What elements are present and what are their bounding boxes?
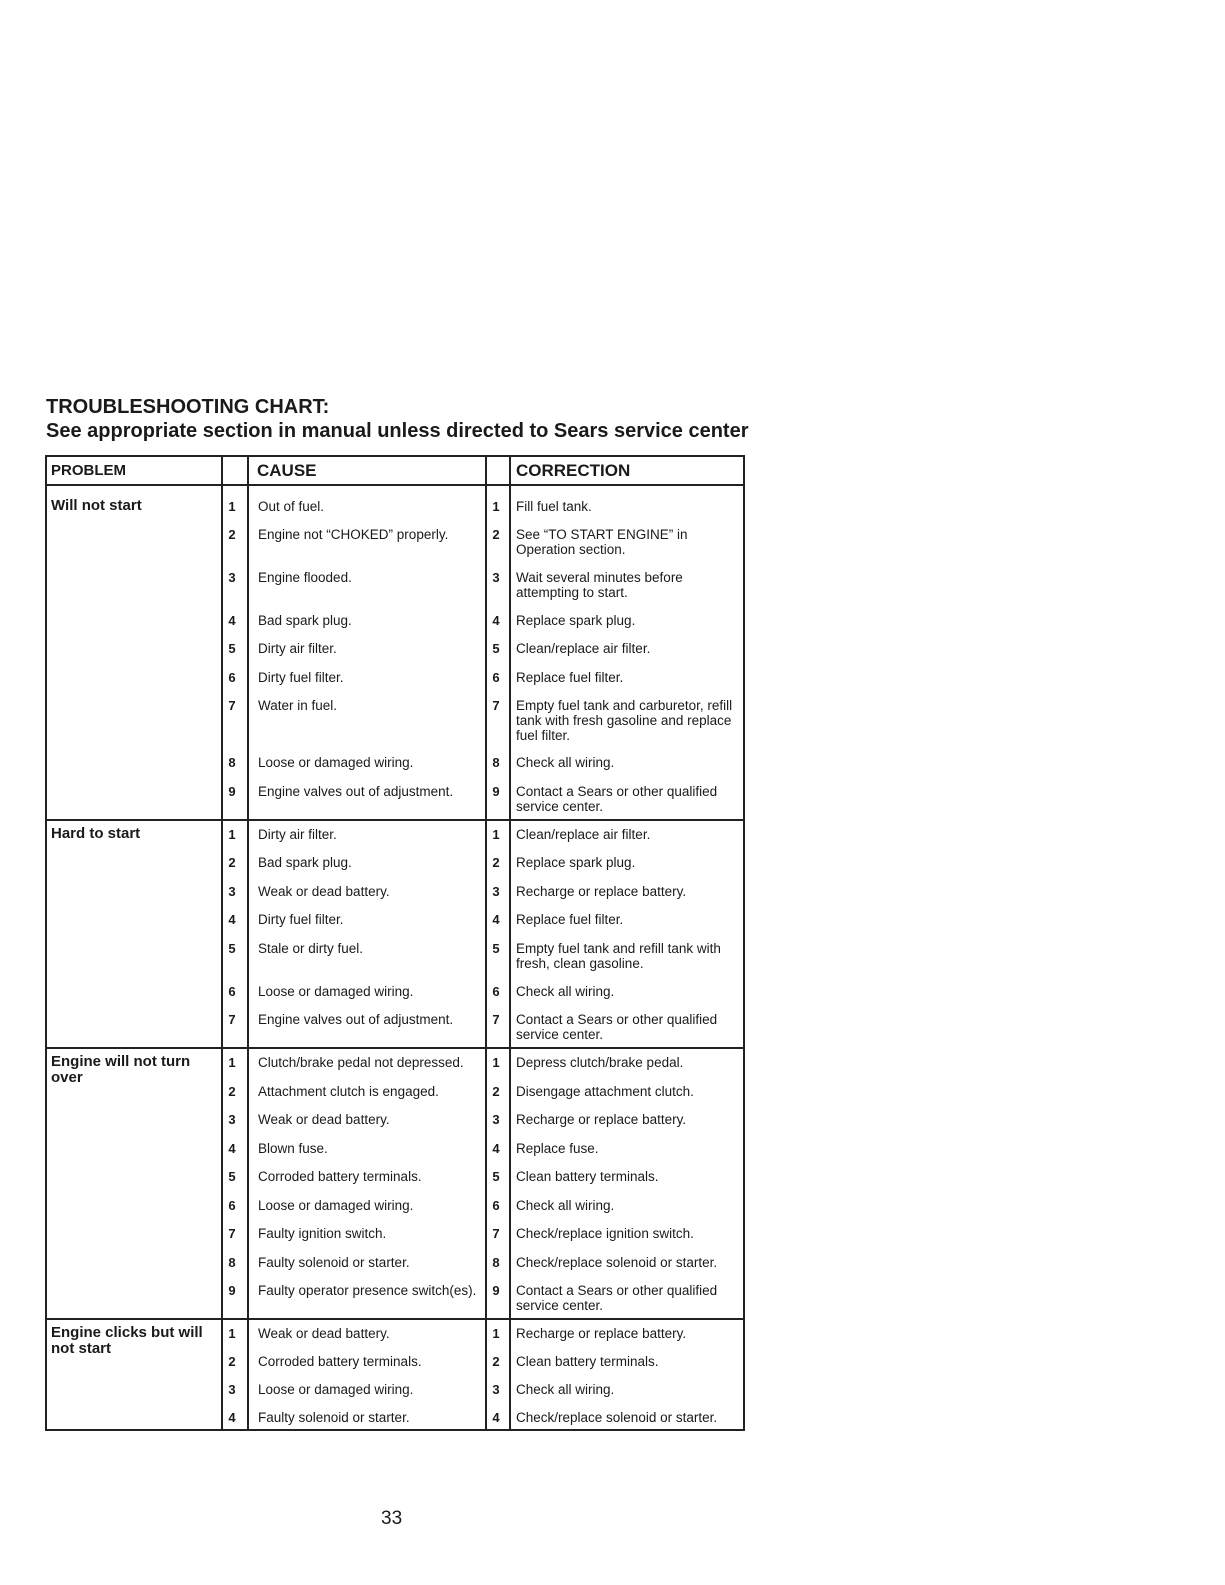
correction-number: 2 bbox=[492, 1354, 500, 1369]
cause-number: 2 bbox=[228, 1354, 236, 1369]
cause-text: Out of fuel. bbox=[258, 499, 325, 514]
correction-number: 4 bbox=[492, 912, 500, 927]
correction-text: Fill fuel tank. bbox=[516, 499, 592, 514]
correction-text: Replace fuel filter. bbox=[516, 670, 624, 685]
page-number: 33 bbox=[381, 1508, 403, 1529]
cause-text: Faulty solenoid or starter. bbox=[258, 1410, 410, 1425]
cause-text: Dirty fuel filter. bbox=[258, 912, 344, 927]
troubleshooting-table bbox=[45, 455, 745, 1431]
cause-number: 1 bbox=[228, 499, 236, 514]
section-divider bbox=[47, 819, 743, 821]
cause-text: Loose or damaged wiring. bbox=[258, 984, 414, 999]
correction-number: 6 bbox=[492, 1198, 500, 1213]
correction-text: Wait several minutes before attempting to start. bbox=[516, 570, 683, 600]
correction-number: 2 bbox=[492, 1084, 500, 1099]
header-cause-num bbox=[221, 457, 249, 486]
cause-number: 5 bbox=[228, 1169, 236, 1184]
cause-text: Loose or damaged wiring. bbox=[258, 1382, 414, 1397]
correction-text: Clean battery terminals. bbox=[516, 1169, 659, 1184]
cause-number: 3 bbox=[228, 884, 236, 899]
correction-text: Recharge or replace battery. bbox=[516, 1112, 687, 1127]
header-correction-num bbox=[485, 457, 510, 486]
correction-number: 1 bbox=[492, 499, 500, 514]
cause-number: 6 bbox=[228, 1198, 236, 1213]
cause-number: 7 bbox=[228, 698, 236, 713]
correction-number: 8 bbox=[492, 755, 500, 770]
correction-number: 6 bbox=[492, 984, 500, 999]
correction-text: Check/replace ignition switch. bbox=[516, 1226, 694, 1241]
cause-text: Corroded battery terminals. bbox=[258, 1354, 422, 1369]
column-divider bbox=[509, 457, 511, 1429]
correction-number: 5 bbox=[492, 1169, 500, 1184]
correction-number: 6 bbox=[492, 670, 500, 685]
correction-number: 9 bbox=[492, 784, 500, 799]
cause-text: Engine valves out of adjustment. bbox=[258, 1012, 454, 1027]
correction-number: 1 bbox=[492, 827, 500, 842]
correction-number: 5 bbox=[492, 641, 500, 656]
problem-label: Engine will not turn over bbox=[51, 1053, 191, 1086]
correction-text: Recharge or replace battery. bbox=[516, 884, 687, 899]
cause-text: Attachment clutch is engaged. bbox=[258, 1084, 439, 1099]
cause-text: Faulty operator presence switch(es). bbox=[258, 1283, 477, 1298]
header-correction: CORRECTION bbox=[510, 457, 743, 486]
correction-text: Replace fuse. bbox=[516, 1141, 599, 1156]
cause-text: Engine not “CHOKED” properly. bbox=[258, 527, 449, 542]
cause-number: 8 bbox=[228, 755, 236, 770]
cause-text: Bad spark plug. bbox=[258, 855, 352, 870]
correction-text: Contact a Sears or other qualified service center. bbox=[516, 1012, 718, 1042]
correction-number: 3 bbox=[492, 570, 500, 585]
cause-text: Faulty solenoid or starter. bbox=[258, 1255, 410, 1270]
cause-number: 2 bbox=[228, 527, 236, 542]
cause-text: Bad spark plug. bbox=[258, 613, 352, 628]
correction-number: 3 bbox=[492, 884, 500, 899]
correction-number: 1 bbox=[492, 1326, 500, 1341]
cause-number: 2 bbox=[228, 1084, 236, 1099]
cause-number: 6 bbox=[228, 984, 236, 999]
correction-text: Clean/replace air filter. bbox=[516, 641, 651, 656]
cause-text: Weak or dead battery. bbox=[258, 884, 390, 899]
cause-text: Faulty ignition switch. bbox=[258, 1226, 387, 1241]
cause-text: Weak or dead battery. bbox=[258, 1326, 390, 1341]
cause-text: Clutch/brake pedal not depressed. bbox=[258, 1055, 464, 1070]
correction-text: Clean battery terminals. bbox=[516, 1354, 659, 1369]
header-problem: PROBLEM bbox=[47, 457, 221, 486]
correction-number: 7 bbox=[492, 1226, 500, 1241]
correction-text: Replace fuel filter. bbox=[516, 912, 624, 927]
correction-number: 4 bbox=[492, 613, 500, 628]
cause-text: Dirty air filter. bbox=[258, 641, 337, 656]
correction-text: Check/replace solenoid or starter. bbox=[516, 1410, 718, 1425]
header-cause: CAUSE bbox=[249, 457, 485, 486]
cause-number: 9 bbox=[228, 784, 236, 799]
cause-text: Engine flooded. bbox=[258, 570, 352, 585]
correction-text: Check all wiring. bbox=[516, 755, 615, 770]
correction-text: Check all wiring. bbox=[516, 984, 615, 999]
correction-number: 3 bbox=[492, 1112, 500, 1127]
chart-subtitle: See appropriate section in manual unless directed to Sears service center bbox=[46, 420, 749, 442]
cause-number: 1 bbox=[228, 1326, 236, 1341]
cause-number: 4 bbox=[228, 1410, 236, 1425]
correction-number: 5 bbox=[492, 941, 500, 956]
section-divider bbox=[47, 1047, 743, 1049]
cause-number: 5 bbox=[228, 641, 236, 656]
chart-title: TROUBLESHOOTING CHART: bbox=[46, 396, 330, 418]
correction-text: Check/replace solenoid or starter. bbox=[516, 1255, 718, 1270]
cause-number: 3 bbox=[228, 1382, 236, 1397]
problem-label: Will not start bbox=[51, 497, 142, 514]
correction-text: Clean/replace air filter. bbox=[516, 827, 651, 842]
cause-number: 7 bbox=[228, 1226, 236, 1241]
correction-text: Check all wiring. bbox=[516, 1198, 615, 1213]
correction-text: Contact a Sears or other qualified service center. bbox=[516, 784, 718, 814]
cause-text: Corroded battery terminals. bbox=[258, 1169, 422, 1184]
cause-number: 9 bbox=[228, 1283, 236, 1298]
cause-number: 1 bbox=[228, 1055, 236, 1070]
cause-number: 7 bbox=[228, 1012, 236, 1027]
cause-text: Dirty air filter. bbox=[258, 827, 337, 842]
cause-number: 4 bbox=[228, 613, 236, 628]
cause-text: Stale or dirty fuel. bbox=[258, 941, 364, 956]
correction-text: Replace spark plug. bbox=[516, 855, 636, 870]
cause-number: 2 bbox=[228, 855, 236, 870]
correction-number: 9 bbox=[492, 1283, 500, 1298]
problem-label: Hard to start bbox=[51, 825, 141, 842]
cause-number: 1 bbox=[228, 827, 236, 842]
cause-number: 8 bbox=[228, 1255, 236, 1270]
correction-text: See “TO START ENGINE” in Operation section. bbox=[516, 527, 688, 557]
cause-number: 5 bbox=[228, 941, 236, 956]
cause-text: Blown fuse. bbox=[258, 1141, 328, 1156]
correction-number: 8 bbox=[492, 1255, 500, 1270]
cause-text: Engine valves out of adjustment. bbox=[258, 784, 454, 799]
correction-text: Empty fuel tank and carburetor, refill tank with fresh gasoline and replace fuel filter. bbox=[516, 698, 733, 743]
cause-number: 3 bbox=[228, 1112, 236, 1127]
cause-number: 3 bbox=[228, 570, 236, 585]
cause-text: Dirty fuel filter. bbox=[258, 670, 344, 685]
correction-number: 2 bbox=[492, 527, 500, 542]
correction-text: Contact a Sears or other qualified service center. bbox=[516, 1283, 718, 1313]
cause-text: Loose or damaged wiring. bbox=[258, 1198, 414, 1213]
correction-number: 3 bbox=[492, 1382, 500, 1397]
correction-text: Empty fuel tank and refill tank with fresh, clean gasoline. bbox=[516, 941, 721, 971]
correction-text: Replace spark plug. bbox=[516, 613, 636, 628]
correction-text: Disengage attachment clutch. bbox=[516, 1084, 694, 1099]
correction-number: 4 bbox=[492, 1141, 500, 1156]
correction-number: 4 bbox=[492, 1410, 500, 1425]
cause-number: 4 bbox=[228, 912, 236, 927]
cause-text: Water in fuel. bbox=[258, 698, 338, 713]
section-divider bbox=[47, 1318, 743, 1320]
cause-text: Weak or dead battery. bbox=[258, 1112, 390, 1127]
cause-number: 6 bbox=[228, 670, 236, 685]
correction-number: 1 bbox=[492, 1055, 500, 1070]
problem-label: Engine clicks but will not start bbox=[51, 1324, 203, 1357]
cause-number: 4 bbox=[228, 1141, 236, 1156]
column-divider bbox=[247, 457, 249, 1429]
correction-number: 7 bbox=[492, 698, 500, 713]
cause-text: Loose or damaged wiring. bbox=[258, 755, 414, 770]
correction-number: 7 bbox=[492, 1012, 500, 1027]
correction-number: 2 bbox=[492, 855, 500, 870]
correction-text: Recharge or replace battery. bbox=[516, 1326, 687, 1341]
correction-text: Depress clutch/brake pedal. bbox=[516, 1055, 684, 1070]
correction-text: Check all wiring. bbox=[516, 1382, 615, 1397]
